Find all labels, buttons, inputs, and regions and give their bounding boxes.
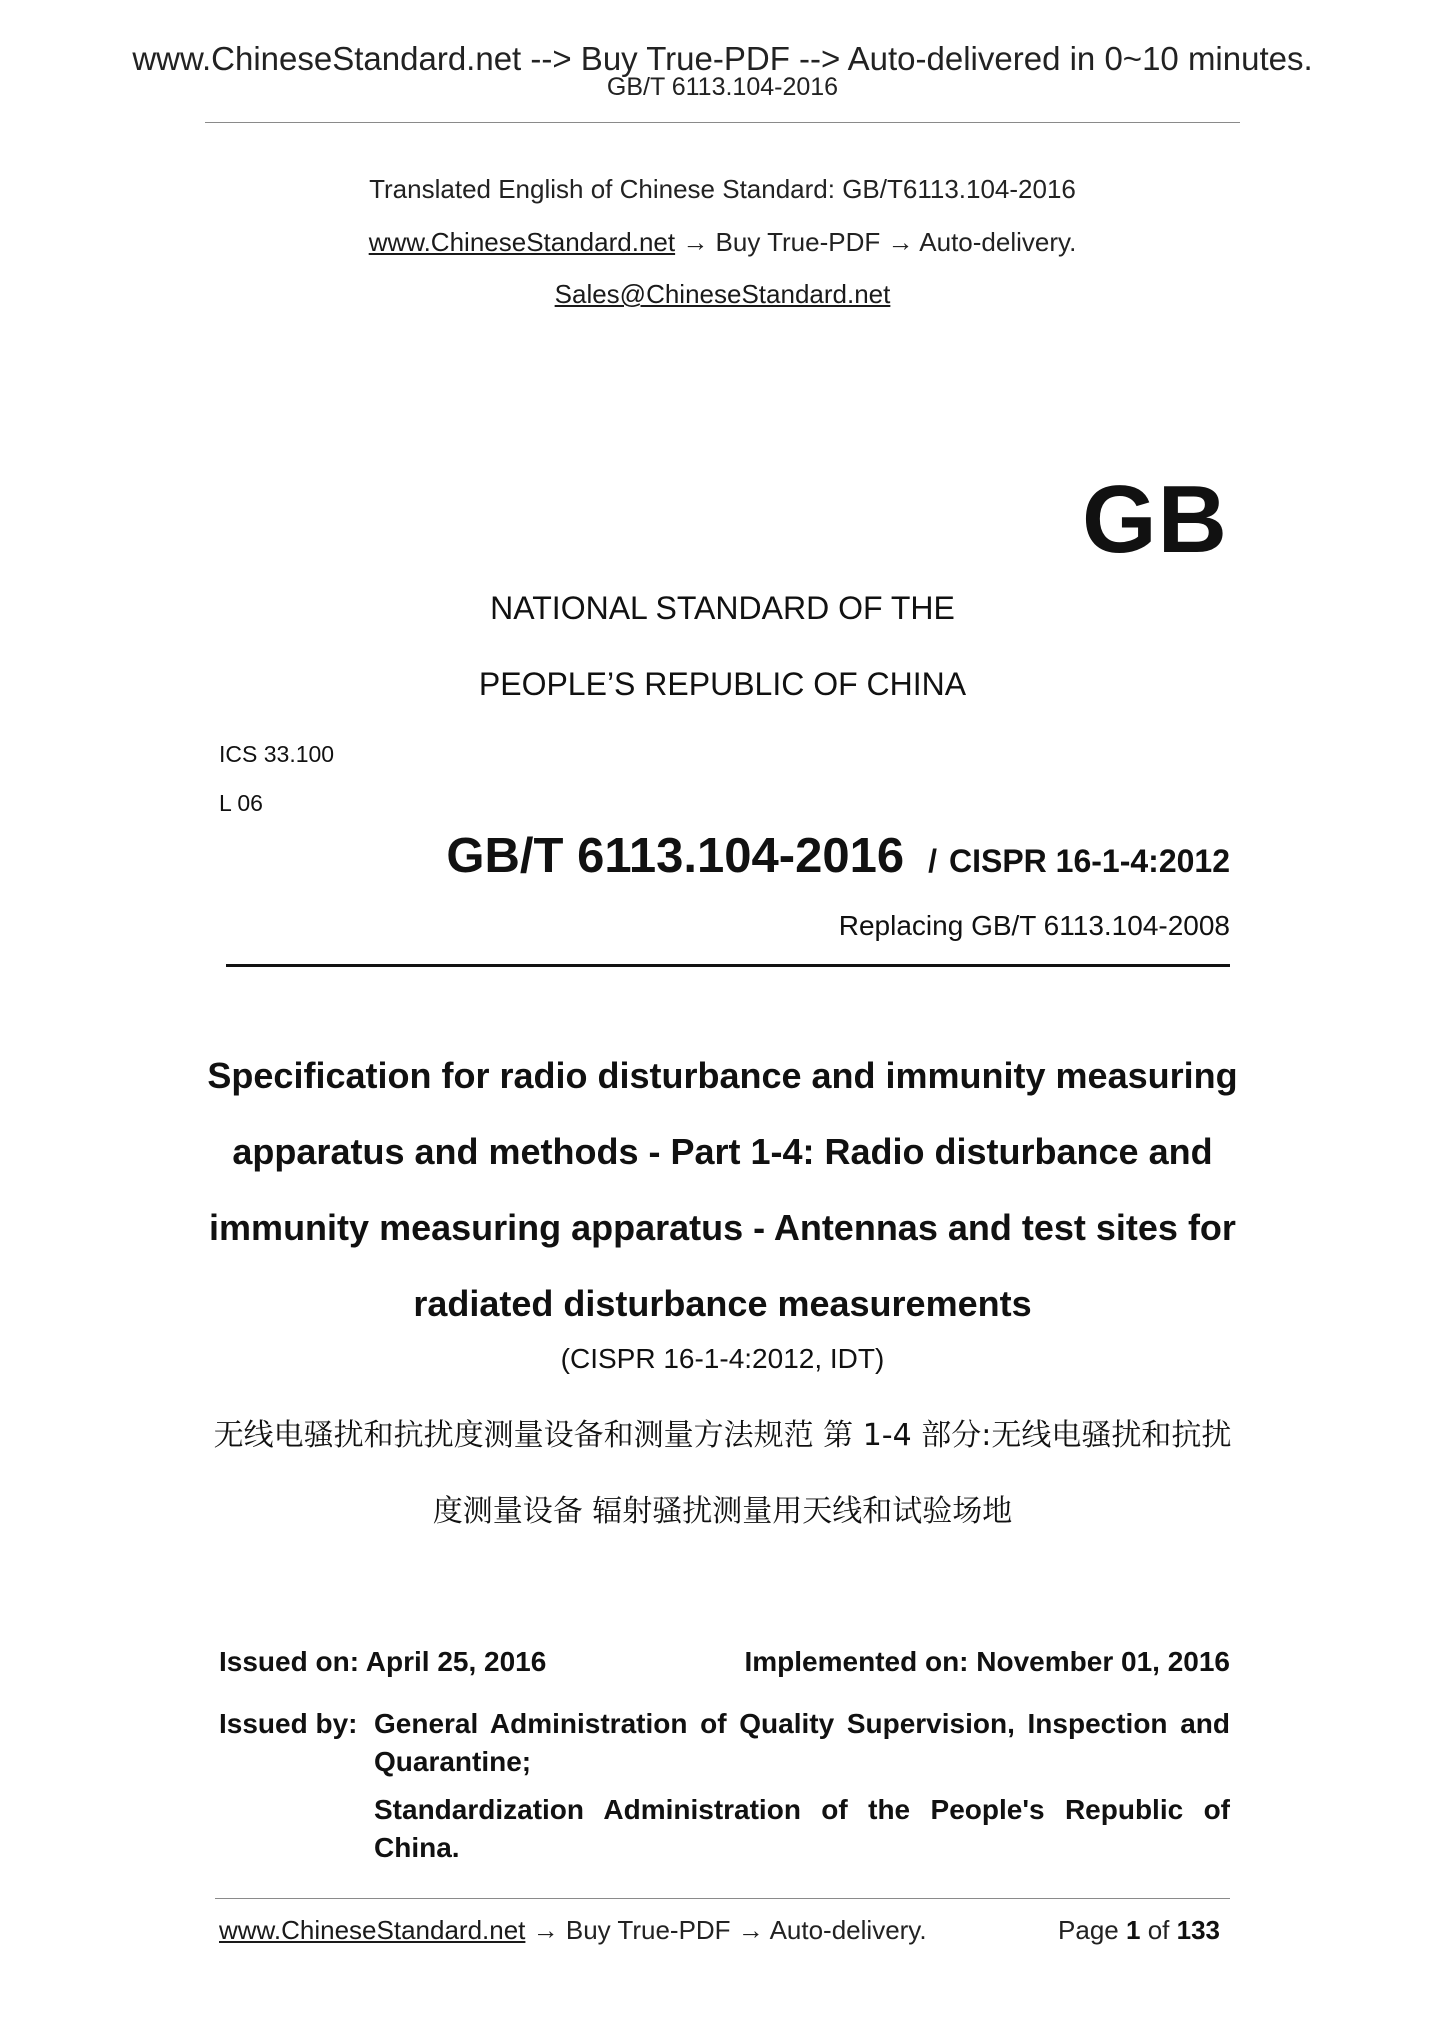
standard-number-separator: / [928,843,937,879]
issuer-org-2 [374,1791,1230,1867]
sales-line [0,279,1445,310]
title-divider [226,964,1230,967]
footer-site-link[interactable]: www.ChineseStandard.net [219,1915,526,1945]
national-standard-line-1: NATIONAL STANDARD OF THE [490,590,955,626]
page-label: Page [1058,1915,1119,1945]
issuer-org-2-line-2: China. [374,1832,460,1863]
issuer-org-1 [374,1705,1230,1781]
site-line-rest: → Buy True-PDF → Auto-delivery. [675,227,1077,257]
site-line [0,227,1445,258]
replacing-note: Replacing GB/T 6113.104-2008 [838,910,1230,941]
standard-number [446,828,1230,884]
top-banner: www.ChineseStandard.net --> Buy True-PDF --> Auto-delivered in 0~10 minutes. [132,40,1313,77]
page-total: 133 [1176,1915,1220,1945]
footer-site-line [219,1915,927,1946]
header-standard-code: GB/T 6113.104-2016 [606,73,839,101]
l-code: L 06 [219,790,263,816]
issued-on: Issued on: April 25, 2016 [219,1646,547,1677]
issuer-org-1-line-2: Quarantine; [374,1746,532,1777]
translated-notice: Translated English of Chinese Standard: GB/T6113.104-2016 [369,174,1076,204]
issuer-org-2-line-1: Standardization Administration of the People's Republic of [374,1794,1230,1825]
gb-mark: GB [1082,466,1228,573]
footer-site-rest: → Buy True-PDF → Auto-delivery. [525,1915,927,1945]
sales-email-link[interactable]: Sales@ChineseStandard.net [554,279,891,309]
chinese-title: 无线电骚扰和抗扰度测量设备和测量方法规范 第 1-4 部分:无线电骚扰和抗扰度测量设备 辐射骚扰测量用天线和试验场地 [213,1418,1232,1529]
implemented-on: Implemented on: November 01, 2016 [744,1646,1230,1677]
national-standard-line-2: PEOPLE’S REPUBLIC OF CHINA [478,666,967,702]
footer-divider [215,1898,1230,1899]
issuer-org-1-line-1: General Administration of Quality Supervision, Inspection and [374,1708,1230,1739]
issued-by-label: Issued by: [219,1708,358,1739]
of-label: of [1147,1915,1170,1945]
standard-number-main: GB/T 6113.104-2016 [446,829,905,883]
page-number: 1 [1125,1915,1141,1945]
ics-code: ICS 33.100 [219,741,335,767]
site-link[interactable]: www.ChineseStandard.net [368,227,676,257]
issue-dates-row [219,1646,1230,1686]
header-divider [205,122,1240,123]
cispr-number: CISPR 16-1-4:2012 [948,843,1230,879]
idt-note: (CISPR 16-1-4:2012, IDT) [560,1343,885,1374]
document-title: Specification for radio disturbance and immunity measuring apparatus and methods - Part 1-4: Radio disturbance and immunity measuring apparatus - Antennas and test sites for radiated disturbance measurements [207,1055,1238,1324]
page-indicator [1058,1915,1220,1946]
